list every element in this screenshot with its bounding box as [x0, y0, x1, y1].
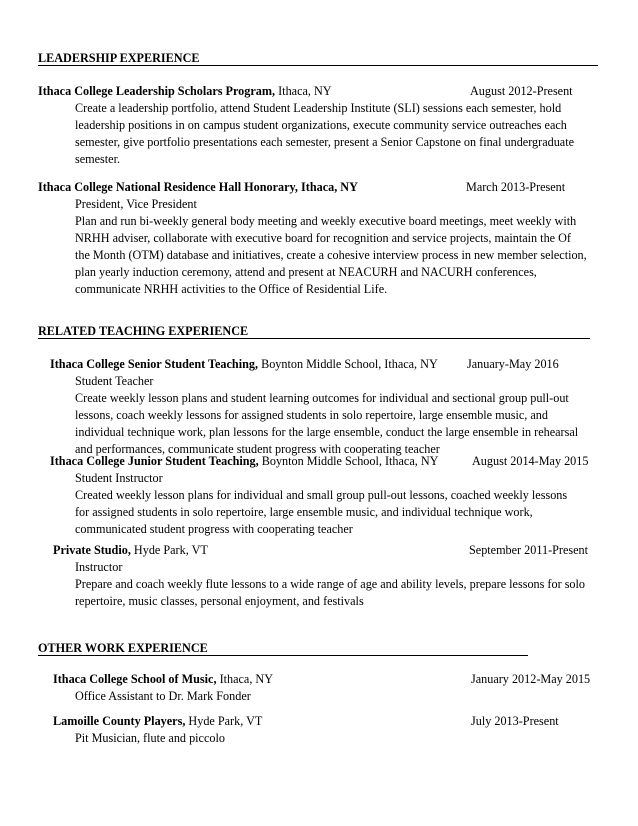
description-line: plan yearly induction ceremony, attend and present at NEACURH and NACURH conferences, [75, 265, 537, 279]
section-heading-text: LEADERSHIP EXPERIENCE [38, 52, 598, 66]
entry-description [75, 559, 613, 610]
description-line: Instructor [75, 560, 123, 574]
section-leadership [38, 50, 598, 296]
entry-junior-student-teaching [50, 453, 610, 538]
section-teaching [38, 323, 598, 608]
date-range: March 2013-Present [466, 180, 566, 194]
description-line: Create a leadership portfolio, attend Student Leadership Institute (SLI) sessions each semester, hold [75, 101, 562, 115]
description-line: semester. [75, 152, 121, 166]
description-line: semester, give portfolio presentations each semester, present a Senior Capstone on final undergraduate [75, 135, 575, 149]
description-line: NRHH adviser, collaborate with executive board for recognition and service projects, maintain the Of [75, 231, 571, 245]
entry-nrhh [38, 179, 598, 298]
section-other-work [38, 640, 598, 745]
location: Boynton Middle School, Ithaca, NY [258, 357, 438, 371]
date-range: January-May 2016 [467, 357, 559, 371]
description-line: President, Vice President [75, 197, 197, 211]
date-range: January 2012-May 2015 [471, 672, 591, 686]
entry-leadership-scholars [38, 83, 598, 168]
organization: Ithaca College Leadership Scholars Program, [38, 84, 276, 98]
entry-description [75, 100, 598, 168]
organization: Ithaca College Senior Student Teaching, [50, 357, 259, 371]
section-heading [38, 50, 598, 67]
description-line: and performances, communicate student progress with cooperating teacher [75, 442, 440, 456]
entry-header [50, 453, 610, 470]
location: Hyde Park, VT [130, 543, 208, 557]
section-heading-text: OTHER WORK EXPERIENCE [38, 642, 528, 656]
location: Boynton Middle School, Ithaca, NY [258, 454, 439, 468]
organization: Ithaca College National Residence Hall Honorary, Ithaca, NY [38, 180, 358, 194]
description-line: the Month (OTM) database and initiatives, create a cohesive interview process in new member selection, [75, 248, 587, 262]
description-line: Student Instructor [75, 471, 163, 485]
date-range: August 2012-Present [470, 84, 573, 98]
description-line: Office Assistant to Dr. Mark Fonder [75, 689, 251, 703]
description-line: Student Teacher [75, 374, 154, 388]
organization: Lamoille County Players, [53, 714, 186, 728]
description-line: Create weekly lesson plans and student learning outcomes for individual and sectional group pull-out [75, 391, 569, 405]
entry-description [75, 196, 598, 298]
description-line: Prepare and coach weekly flute lessons to a wide range of age and ability levels, prepare lessons for solo [75, 577, 586, 591]
entry-header [50, 356, 610, 373]
entry-description [75, 373, 610, 458]
entry-header [38, 179, 598, 196]
description-line: for assigned students in solo repertoire, large ensemble music, and individual technique work, [75, 505, 533, 519]
organization: Private Studio, [53, 543, 131, 557]
description-line: repertoire, music classes, personal enjoyment, and festivals [75, 594, 364, 608]
entry-school-of-music [53, 671, 613, 705]
date-range: September 2011-Present [469, 543, 589, 557]
entry-description [75, 688, 613, 705]
location: Ithaca, NY [275, 84, 332, 98]
entry-header [53, 542, 613, 559]
location: Ithaca, NY [216, 672, 274, 686]
description-line: communicated student progress with cooperating teacher [75, 522, 353, 536]
organization: Ithaca College Junior Student Teaching, [50, 454, 259, 468]
entry-header [38, 83, 598, 100]
entry-header [53, 671, 613, 688]
organization: Ithaca College School of Music, [53, 672, 217, 686]
date-range: July 2013-Present [471, 714, 559, 728]
entry-private-studio [53, 542, 613, 610]
entry-description [75, 470, 610, 538]
description-line: Pit Musician, flute and piccolo [75, 731, 225, 745]
section-heading [38, 323, 598, 340]
section-heading [38, 640, 598, 657]
description-line: leadership positions in on campus student organizations, execute community service outreaches each [75, 118, 567, 132]
date-range: August 2014-May 2015 [472, 454, 589, 468]
section-heading-text: RELATED TEACHING EXPERIENCE [38, 325, 590, 339]
description-line: individual technique work, plan lessons for the large ensemble, conduct the large ensemble in rehearsal [75, 425, 579, 439]
description-line: lessons, coach weekly lessons for assigned students in solo repertoire, large ensemble music, and [75, 408, 548, 422]
description-line: Plan and run bi-weekly general body meeting and weekly executive board meetings, meet weekly with [75, 214, 577, 228]
location: Hyde Park, VT [185, 714, 263, 728]
entry-description [75, 730, 613, 747]
entry-lamoille-county-players [53, 713, 613, 747]
entry-header [53, 713, 613, 730]
description-line: Created weekly lesson plans for individual and small group pull-out lessons, coached weekly lessons [75, 488, 568, 502]
description-line: communicate NRHH activities to the Office of Residential Life. [75, 282, 388, 296]
entry-senior-student-teaching [50, 356, 610, 458]
